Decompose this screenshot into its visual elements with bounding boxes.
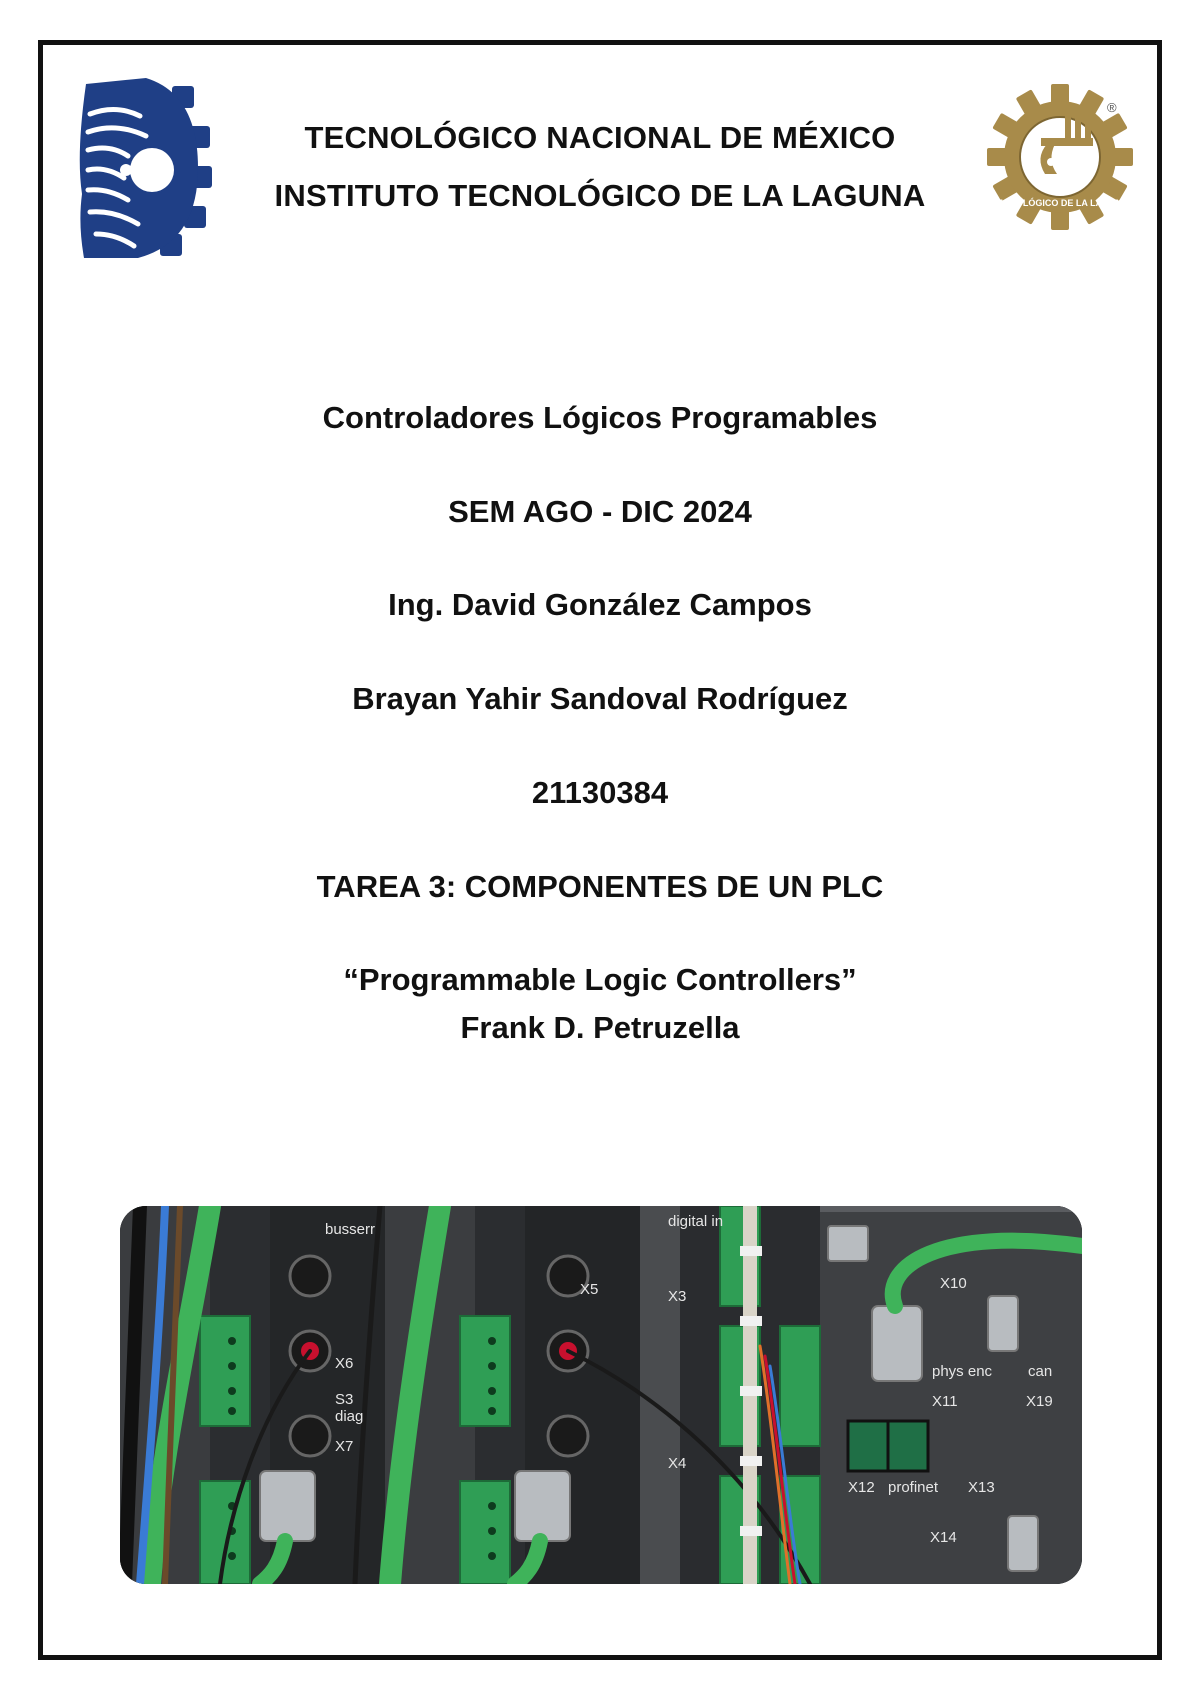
label-profinet: profinet <box>888 1479 939 1496</box>
plc-hardware-photo <box>120 1206 1082 1584</box>
itl-logo-icon <box>985 82 1135 232</box>
course-title: Controladores Lógicos Programables <box>322 400 878 435</box>
book-author: Frank D. Petruzella <box>460 1010 740 1045</box>
label-x14: X14 <box>930 1529 957 1546</box>
label-digital-in: digital in <box>668 1213 724 1230</box>
label-phys-enc: phys enc <box>932 1363 993 1380</box>
semester: SEM AGO - DIC 2024 <box>448 494 752 529</box>
label-x12: X12 <box>848 1479 875 1496</box>
student-name: Brayan Yahir Sandoval Rodríguez <box>352 681 848 716</box>
book-title: “Programmable Logic Controllers” <box>343 962 857 997</box>
task-title: TAREA 3: COMPONENTES DE UN PLC <box>316 869 884 904</box>
label-x6: X6 <box>335 1355 354 1372</box>
institution-name-national: TECNOLÓGICO NACIONAL DE MÉXICO <box>304 120 896 155</box>
label-can: can <box>1028 1363 1053 1380</box>
label-x7: X7 <box>335 1438 354 1455</box>
label-diag: diag <box>335 1408 364 1425</box>
registered-mark: ® <box>1107 100 1117 115</box>
label-s3: S3 <box>335 1391 354 1408</box>
teacher-name: Ing. David González Campos <box>388 587 812 622</box>
label-busserr: busserr <box>325 1221 376 1238</box>
institution-name-campus: INSTITUTO TECNOLÓGICO DE LA LAGUNA <box>274 178 926 213</box>
label-x19: X19 <box>1026 1393 1053 1410</box>
label-x10: X10 <box>940 1275 967 1292</box>
student-id: 21130384 <box>531 775 669 810</box>
tecnm-logo-icon <box>76 74 212 262</box>
itl-logo-text: TECNOLÓGICO DE LA LAGUNA <box>991 198 1129 208</box>
label-x4: X4 <box>668 1455 687 1472</box>
label-x5: X5 <box>580 1281 599 1298</box>
label-x3: X3 <box>668 1288 687 1305</box>
label-x13: X13 <box>968 1479 995 1496</box>
label-x11: X11 <box>932 1393 958 1410</box>
